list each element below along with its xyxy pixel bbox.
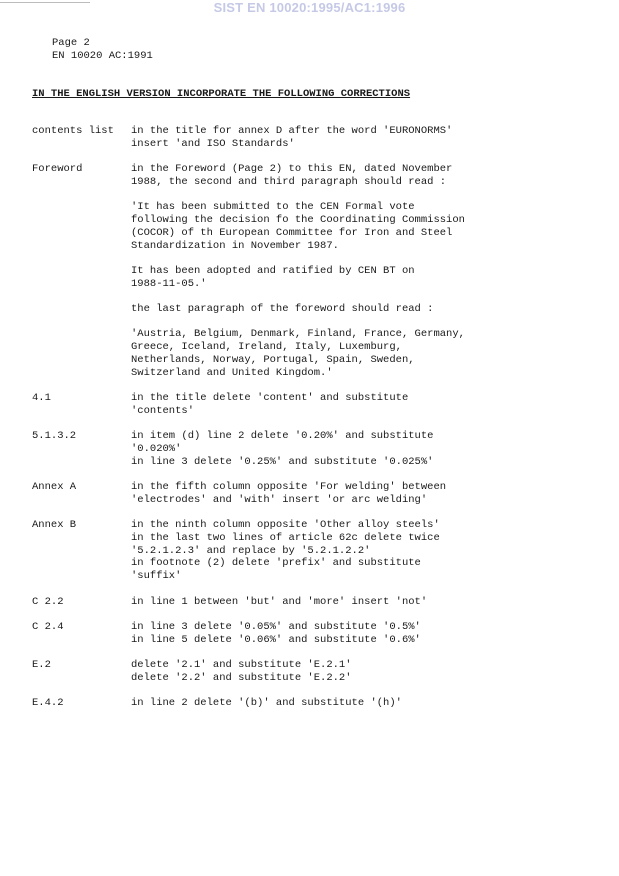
- paragraph: [131, 392, 592, 418]
- page-header: [52, 37, 153, 63]
- correction-entry: [32, 697, 592, 710]
- paragraph: [131, 328, 592, 379]
- correction-text: [131, 697, 592, 710]
- correction-entry: [32, 481, 592, 507]
- text-line: delete '2.1' and substitute 'E.2.1': [131, 658, 352, 671]
- paragraph: [131, 125, 592, 151]
- text-line: (COCOR) of th European Committee for Iron and Steel: [131, 226, 453, 239]
- clause-label: C 2.4: [32, 620, 64, 633]
- text-line: 1988, the second and third paragraph should read :: [131, 175, 447, 188]
- text-line: delete '2.2' and substitute 'E.2.2': [131, 671, 352, 684]
- text-line: 'It has been submitted to the CEN Formal vote: [131, 201, 415, 214]
- clause-label: E.2: [32, 658, 51, 671]
- text-line: '0.020%': [131, 442, 182, 455]
- text-line: in the Foreword (Page 2) to this EN, dated November: [131, 163, 453, 176]
- text-line: in line 1 between 'but' and 'more' insert 'not': [131, 595, 428, 608]
- corrections-heading: IN THE ENGLISH VERSION INCORPORATE THE FOLLOWING CORRECTIONS: [32, 88, 411, 100]
- clause-label: Foreword: [32, 163, 83, 176]
- text-line: Standardization in November 1987.: [131, 239, 339, 252]
- correction-entry: [32, 659, 592, 685]
- correction-entry: [32, 430, 592, 468]
- correction-entry: [32, 519, 592, 583]
- text-line: in footnote (2) delete 'prefix' and substitute: [131, 557, 421, 570]
- watermark: SIST EN 10020:1995/AC1:1996: [213, 0, 406, 15]
- correction-entry: [32, 392, 592, 418]
- text-line: in the title for annex D after the word 'EURONORMS': [131, 125, 453, 137]
- paragraph: [131, 201, 592, 252]
- text-line: in line 3 delete '0.25%' and substitute '0.025%': [131, 455, 434, 468]
- paragraph: [131, 659, 592, 685]
- correction-text: [131, 519, 592, 583]
- paragraph: [131, 265, 592, 291]
- text-line: in the ninth column opposite 'Other alloy steels': [131, 519, 440, 532]
- text-line: insert 'and ISO Standards': [131, 137, 295, 150]
- clause-label: contents list: [32, 125, 114, 137]
- text-line: in item (d) line 2 delete '0.20%' and substitute: [131, 430, 434, 443]
- text-line: It has been adopted and ratified by CEN BT on: [131, 264, 415, 277]
- text-line: 'contents': [131, 404, 195, 417]
- text-line: Greece, Iceland, Ireland, Italy, Luxemburg,: [131, 341, 402, 354]
- paragraph: [131, 621, 592, 647]
- clause-label: 4.1: [32, 391, 51, 404]
- text-line: Netherlands, Norway, Portugal, Spain, Sweden,: [131, 353, 415, 366]
- correction-text: [131, 596, 592, 609]
- text-line: 1988-11-05.': [131, 277, 207, 290]
- text-line: in line 2 delete '(b)' and substitute '(h)': [131, 697, 402, 709]
- correction-entry: [32, 621, 592, 647]
- paragraph: [131, 430, 592, 468]
- clause-label: Annex A: [32, 480, 77, 493]
- text-line: '5.2.1.2.3' and replace by '5.2.1.2.2': [131, 544, 371, 557]
- paragraph: [131, 596, 592, 609]
- correction-text: [131, 163, 592, 379]
- paragraph: [131, 697, 592, 710]
- text-line: in the title delete 'content' and substitute: [131, 391, 409, 404]
- correction-entry: [32, 125, 592, 151]
- text-line: the last paragraph of the foreword should read :: [131, 302, 434, 315]
- correction-text: [131, 621, 592, 647]
- correction-text: [131, 481, 592, 507]
- correction-text: [131, 125, 592, 151]
- correction-text: [131, 659, 592, 685]
- text-line: in line 5 delete '0.06%' and substitute '0.6%': [131, 633, 421, 646]
- text-line: 'Austria, Belgium, Denmark, Finland, France, Germany,: [131, 328, 465, 341]
- corrections-list: [32, 125, 592, 722]
- correction-entry: [32, 163, 592, 379]
- paragraph: [131, 163, 592, 189]
- paragraph: [131, 519, 592, 583]
- text-line: Switzerland and United Kingdom.': [131, 366, 333, 379]
- text-line: in line 3 delete '0.05%' and substitute '0.5%': [131, 620, 421, 633]
- clause-label: E.4.2: [32, 697, 64, 709]
- document-id: EN 10020 AC:1991: [52, 49, 153, 62]
- correction-text: [131, 392, 592, 418]
- text-line: 'suffix': [131, 570, 182, 583]
- correction-entry: [32, 596, 592, 609]
- clause-label: Annex B: [32, 519, 77, 532]
- text-line: in the fifth column opposite 'For welding' between: [131, 480, 447, 493]
- correction-text: [131, 430, 592, 468]
- clause-label: C 2.2: [32, 595, 64, 608]
- text-line: in the last two lines of article 62c delete twice: [131, 531, 440, 544]
- text-line: 'electrodes' and 'with' insert 'or arc welding': [131, 493, 428, 506]
- clause-label: 5.1.3.2: [32, 430, 77, 443]
- text-line: following the decision fo the Coordinating Commission: [131, 213, 465, 226]
- page-number: Page 2: [52, 37, 90, 49]
- paragraph: [131, 481, 592, 507]
- paragraph: [131, 303, 592, 316]
